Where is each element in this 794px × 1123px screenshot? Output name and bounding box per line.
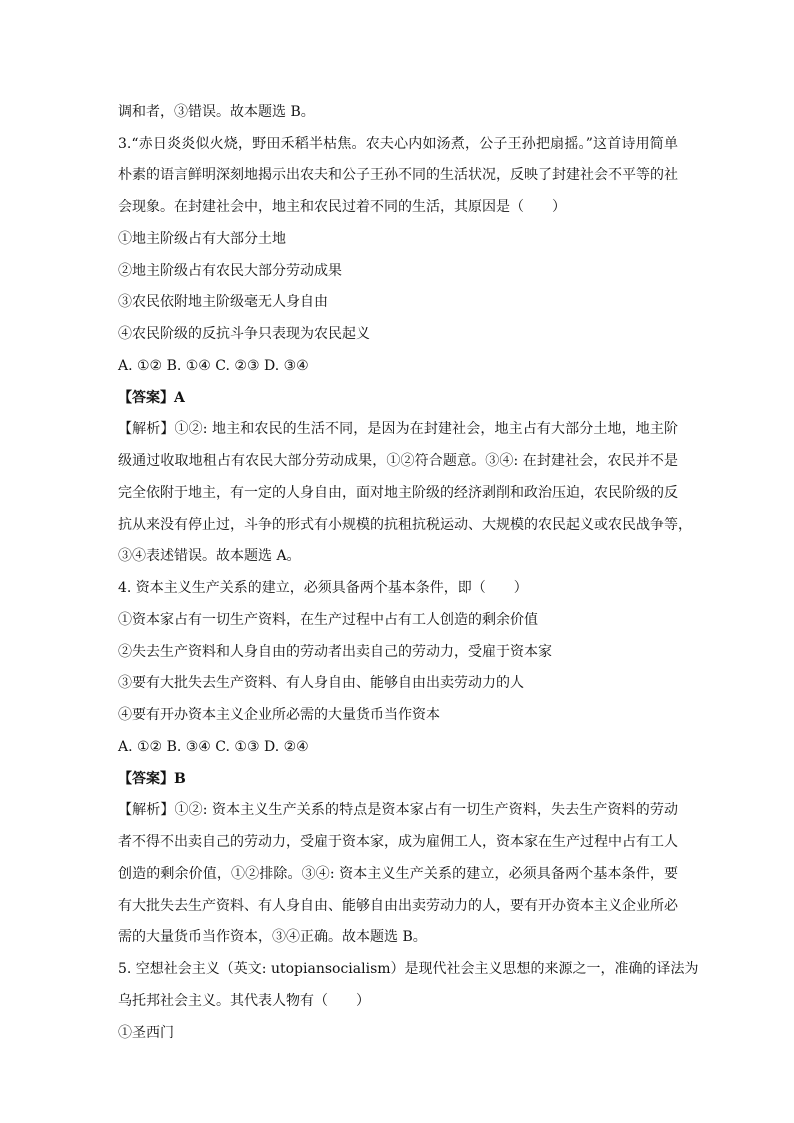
- answer-line: 【答案】B: [118, 771, 186, 787]
- option-line: ③农民依附地主阶级毫无人身自由: [118, 294, 328, 310]
- analysis-line: 级通过收取地租占有农民大部分劳动成果，①②符合题意。③④: 在封建社会，农民并不是: [118, 453, 678, 469]
- question-4-stem-line: 4. 资本主义生产关系的建立，必须具备两个基本条件，即（ ）: [118, 580, 528, 596]
- question-5-stem-line: 乌托邦社会主义。其代表人物有（ ）: [118, 993, 370, 1009]
- question-3-stem-line: 朴素的语言鲜明深刻地揭示出农夫和公子王孙不同的生活状况，反映了封建社会不平等的社: [118, 167, 678, 183]
- option-line: ②失去生产资料和人身自由的劳动者出卖自己的劳动力，受雇于资本家: [118, 644, 552, 660]
- question-5-stem-line: 5. 空想社会主义（英文: utopiansocialism）是现代社会主义思想的来源之一，准确的译法为: [118, 961, 699, 977]
- analysis-line: ③④表述错误。故本题选 A。: [118, 548, 301, 564]
- analysis-line: 【解析】①②: 地主和农民的生活不同，是因为在封建社会，地主占有大部分土地，地主阶: [118, 421, 678, 437]
- analysis-line: 完全依附于地主，有一定的人身自由，面对地主阶级的经济剥削和政治压迫，农民阶级的反: [118, 485, 678, 501]
- text-line: 调和者，③错误。故本题选 B。: [118, 104, 315, 120]
- analysis-line: 有大批失去生产资料、有人身自由、能够自由出卖劳动力的人，要有开办资本主义企业所必: [118, 898, 678, 914]
- option-line: ①地主阶级占有大部分土地: [118, 231, 286, 247]
- option-line: ①资本家占有一切生产资料，在生产过程中占有工人创造的剩余价值: [118, 612, 538, 628]
- question-3-stem-line: 会现象。在封建社会中，地主和农民过着不同的生活，其原因是（ ）: [118, 199, 566, 215]
- option-line: ④农民阶级的反抗斗争只表现为农民起义: [118, 326, 370, 342]
- option-line: ②地主阶级占有农民大部分劳动成果: [118, 263, 342, 279]
- choices-line: A. ①② B. ①④ C. ②③ D. ③④: [118, 358, 309, 374]
- choices-line: A. ①② B. ③④ C. ①③ D. ②④: [118, 739, 309, 755]
- analysis-line: 需的大量货币当作资本，③④正确。故本题选 B。: [118, 929, 427, 945]
- option-line: ①圣西门: [118, 1025, 174, 1041]
- option-line: ④要有开办资本主义企业所必需的大量货币当作资本: [118, 707, 440, 723]
- answer-line: 【答案】A: [118, 390, 185, 406]
- option-line: ③要有大批失去生产资料、有人身自由、能够自由出卖劳动力的人: [118, 675, 524, 691]
- analysis-line: 【解析】①②: 资本主义生产关系的特点是资本家占有一切生产资料，失去生产资料的劳动: [118, 802, 678, 818]
- analysis-line: 创造的剩余价值，①②排除。③④: 资本主义生产关系的建立，必须具备两个基本条件，要: [118, 866, 678, 882]
- analysis-line: 者不得不出卖自己的劳动力，受雇于资本家，成为雇佣工人，资本家在生产过程中占有工人: [118, 834, 678, 850]
- question-3-stem-line: 3.“赤日炎炎似火烧，野田禾稻半枯焦。农夫心内如汤煮，公子王孙把扇摇。”这首诗用简单: [118, 136, 678, 152]
- analysis-line: 抗从来没有停止过，斗争的形式有小规模的抗租抗税运动、大规模的农民起义或农民战争等，: [118, 517, 692, 533]
